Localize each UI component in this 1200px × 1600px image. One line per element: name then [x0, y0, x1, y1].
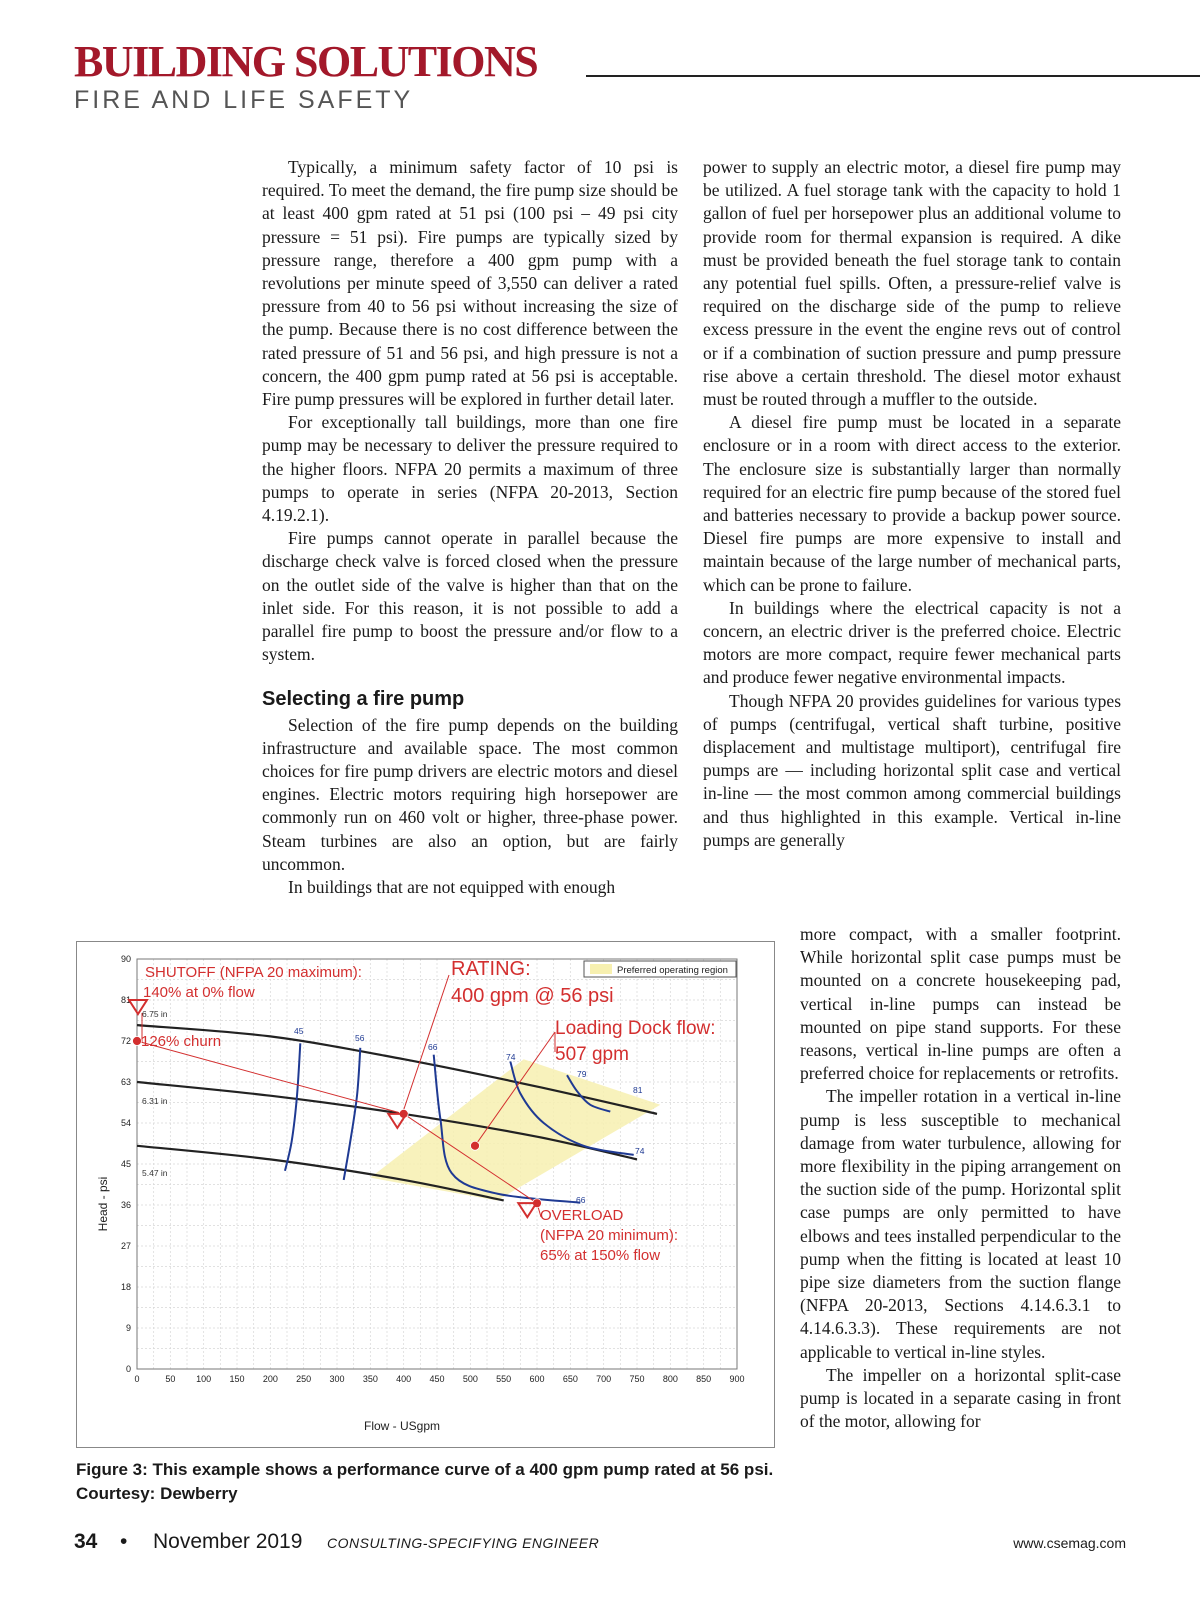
efficiency-label: 74	[506, 1052, 516, 1062]
x-tick-label: 900	[729, 1374, 745, 1384]
x-tick-label: 550	[496, 1374, 512, 1384]
paragraph: The impeller on a horizontal split-case pump is located in a separate casing in front of the motor, allowing for	[800, 1364, 1121, 1432]
website-link[interactable]: www.csemag.com	[1013, 1535, 1126, 1551]
section-subtitle: FIRE AND LIFE SAFETY	[74, 86, 414, 114]
rating-label: RATING:	[451, 958, 531, 980]
x-tick-label: 500	[462, 1374, 478, 1384]
loading-dock-label: Loading Dock flow:	[555, 1018, 716, 1039]
efficiency-label: 45	[294, 1026, 304, 1036]
paragraph: In buildings where the electrical capacity is not a concern, an electric driver is the preferred choice. Electric motors are more compact, require fewer mechanical parts and produce fewer negative environmental impacts.	[703, 597, 1121, 688]
x-tick-label: 0	[134, 1374, 140, 1384]
page-footer	[74, 1530, 1126, 1560]
paragraph: A diesel fire pump must be located in a separate enclosure or in a room with direct access to the exterior. The enclosure size is substantially larger than normally required for an electric fire pump because of the stored fuel and batteries necessary to provide a backup power source. Diesel fire pumps are more expensive to install and maintain because of the large number of mechanical parts, which can be prone to failure.	[703, 412, 1121, 595]
pump-curve-chart	[77, 942, 776, 1449]
x-tick-label: 200	[262, 1374, 278, 1384]
y-tick-label: 63	[120, 1077, 131, 1087]
figure-caption: Figure 3: This example shows a performance curve of a 400 gpm pump rated at 56 psi. Courtesy: Dewberry	[76, 1460, 774, 1503]
paragraph: For exceptionally tall buildings, more than one fire pump may be necessary to deliver the pressure required to the higher floors. NFPA 20 permits a maximum of three pumps to operate in series (NFPA 20-2013, Section 4.19.2.1).	[262, 412, 678, 526]
x-tick-label: 450	[429, 1374, 445, 1384]
overload-sublabel-2: 65% at 150% flow	[540, 1247, 661, 1264]
section-title: BUILDING SOLUTIONS	[74, 37, 538, 86]
impeller-label: 6.31 in	[142, 1096, 168, 1106]
x-tick-label: 700	[596, 1374, 612, 1384]
x-tick-label: 750	[629, 1374, 645, 1384]
x-tick-label: 400	[396, 1374, 412, 1384]
subheading: Selecting a fire pump	[262, 688, 465, 711]
page-header	[74, 37, 1200, 115]
impeller-label: 6.75 in	[142, 1009, 168, 1019]
overload-sublabel: (NFPA 20 minimum):	[540, 1227, 679, 1244]
paragraph: Selection of the fire pump depends on the building infrastructure and available space. The most common choices for fire pump drivers are electric motors and diesel engines. Electric motors requiring high horsepower are commonly run on 460 volt or higher, three-phase power. Steam turbines are also an option, but are fairly uncommon.	[262, 714, 678, 874]
y-tick-label: 72	[120, 1036, 131, 1046]
efficiency-label: 66	[576, 1195, 586, 1205]
churn-label: 126% churn	[141, 1033, 222, 1050]
x-tick-label: 50	[165, 1374, 176, 1384]
x-tick-label: 150	[229, 1374, 245, 1384]
x-tick-label: 350	[362, 1374, 378, 1384]
paragraph: more compact, with a smaller footprint. While horizontal split case pumps must be mounted on a concrete housekeeping pad, vertical in-line pumps can instead be mounted on pipe stand supports. For these reasons, vertical in-line pumps are often a preferred choice for replacements or retrofits.	[800, 924, 1121, 1084]
paragraph: Fire pumps cannot operate in parallel because the discharge check valve is forced closed when the pressure on the outlet side of the valve is higher than that on the inlet side. For this reason, it is not possible to add a parallel fire pump to boost the pressure and/or flow to a system.	[262, 528, 678, 665]
paragraph: Though NFPA 20 provides guidelines for various types of pumps (centrifugal, vertical shaft turbine, positive displacement and multistage multiport), centrifugal fire pumps are — including horizontal split case and vertical in-line — the most common among commercial buildings and thus highlighted in this example. Vertical in-line pumps are generally	[703, 690, 1121, 850]
shutoff-point	[133, 1037, 142, 1046]
y-tick-label: 54	[120, 1118, 131, 1128]
legend-swatch	[590, 964, 612, 974]
x-tick-label: 850	[696, 1374, 712, 1384]
loading-dock-sublabel: 507 gpm	[555, 1044, 629, 1065]
y-tick-label: 27	[120, 1241, 131, 1251]
text-column-2	[703, 156, 1121, 852]
efficiency-label: 74	[635, 1146, 645, 1156]
efficiency-curve	[344, 1048, 361, 1180]
x-tick-label: 600	[529, 1374, 545, 1384]
efficiency-label: 56	[355, 1033, 365, 1043]
title-rule	[586, 75, 1200, 77]
overload-label: OVERLOAD	[540, 1207, 624, 1224]
efficiency-label: 79	[577, 1069, 587, 1079]
legend-entry: Preferred operating region	[617, 965, 728, 976]
y-axis-label: Head - psi	[96, 1176, 110, 1232]
y-tick-label: 0	[125, 1364, 131, 1374]
paragraph: The impeller rotation in a vertical in-line pump is less susceptible to mechanical damage from water turbulence, allowing for more flexibility in the piping arrangement on the suction side of the pump. Horizontal split case pumps are only permitted to have elbows and tees installed perpendicular to the pump when the fitting is located at least 10 pipe size diameters from the suction flange (NFPA 20-2013, Sections 4.14.6.3.1 to 4.14.6.3.3). These requirements are not applicable to vertical in-line styles.	[800, 1086, 1121, 1362]
x-tick-label: 100	[196, 1374, 212, 1384]
text-column-3	[800, 923, 1121, 1433]
y-tick-label: 81	[120, 995, 131, 1005]
efficiency-label: 81	[633, 1085, 643, 1095]
y-tick-label: 90	[120, 954, 131, 964]
impeller-label: 5.47 in	[142, 1168, 168, 1178]
paragraph: power to supply an electric motor, a diesel fire pump may be utilized. A fuel storage tank with the capacity to hold 1 gallon of fuel per horsepower plus an additional volume to provide room for thermal expansion is required. A dike must be provided beneath the fuel storage tank to contain any potential fuel spills. Often, a pressure-relief valve is required on the discharge side of the pump to relieve excess pressure in the event the engine revs out of control or if a combination of suction pressure and pump pressure rise above a certain threshold. The diesel motor exhaust must be routed through a muffler to the outside.	[703, 157, 1121, 410]
leader-line	[404, 975, 449, 1110]
issue-date: November 2019	[153, 1530, 303, 1553]
page-number: 34	[74, 1530, 98, 1553]
efficiency-label: 66	[428, 1042, 438, 1052]
paragraph: Typically, a minimum safety factor of 10 psi is required. To meet the demand, the fire pump size should be at least 400 gpm rated at 51 psi (100 psi – 49 psi city pressure = 51 psi). Fire pumps are typically sized by pressure range, therefore a 400 gpm pump with a revolutions per minute speed of 3,550 can deliver a rated pressure from 40 to 56 psi without increasing the size of the pump. Because there is no cost difference between the rated pressure of 51 and 56 psi, and high pressure is not a concern, the 400 gpm pump rated at 56 psi is acceptable. Fire pump pressures will be explored in further detail later.	[262, 157, 678, 410]
footer-bullet: •	[120, 1530, 128, 1553]
y-tick-label: 9	[125, 1323, 131, 1333]
y-tick-label: 36	[120, 1200, 131, 1210]
x-tick-label: 650	[562, 1374, 578, 1384]
magazine-name: CONSULTING-SPECIFYING ENGINEER	[327, 1535, 600, 1551]
shutoff-label: SHUTOFF (NFPA 20 maximum):	[145, 964, 362, 981]
shutoff-sublabel: 140% at 0% flow	[143, 984, 255, 1001]
x-axis-label: Flow - USgpm	[363, 1419, 441, 1433]
text-column-1	[262, 156, 678, 899]
x-tick-label: 800	[662, 1374, 678, 1384]
rating-sublabel: 400 gpm @ 56 psi	[451, 985, 614, 1007]
paragraph: In buildings that are not equipped with enough	[288, 877, 616, 898]
y-tick-label: 45	[120, 1159, 131, 1169]
loading-dock-point	[471, 1141, 480, 1150]
pump-curve-figure	[76, 941, 775, 1448]
y-tick-label: 18	[120, 1282, 131, 1292]
x-tick-label: 250	[296, 1374, 312, 1384]
x-tick-label: 300	[329, 1374, 345, 1384]
